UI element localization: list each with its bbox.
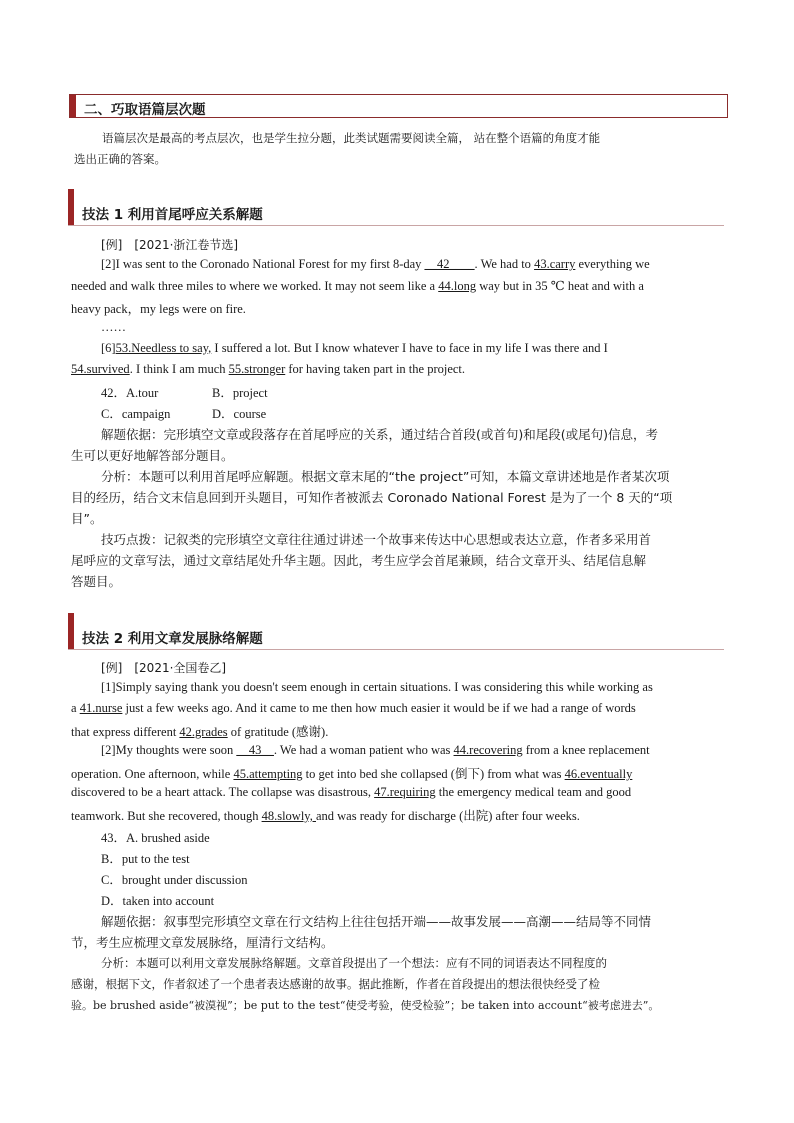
method-1-title: 技法 1 利用首尾呼应关系解题 [82, 207, 263, 223]
blank-55: 55.stronger [228, 362, 286, 376]
method-1-header [68, 189, 724, 226]
m2-analysis-line-2: 感谢，根据下文，作者叙述了一个患者表达感谢的故事。据此推断，作者在首段提出的想法很快经受了检 [71, 977, 600, 991]
m1-tip-line-3: 答题目。 [71, 574, 122, 589]
m1-tip-line-2: 尾呼应的文章写法，通过文章结尾处升华主题。因此，考生应学会首尾兼顾，结合文章开头、结尾信息解 [71, 553, 647, 568]
m1-para-line-5: 54.survived. I think I am much 55.stronger for having taken part in the project. [71, 362, 466, 376]
m2-para-line-3: that express different 42.grades of gratitude (感谢). [71, 725, 329, 739]
m2-para-line-6: discovered to be a heart attack. The collapse was disastrous, 47.requiring the emergency medical team and good [71, 785, 632, 799]
m2-option-b: B．put to the test [101, 852, 190, 866]
blank-53: 53.Needless to say, [115, 341, 212, 355]
m2-analysis-line-1: 分析：本题可以利用文章发展脉络解题。文章首段提出了一个想法：应有不同的词语表达不同程度的 [101, 956, 607, 970]
m1-analysis-line-2: 目的经历，结合文末信息回到开头题目，可知作者被派去 Coronado National Forest 是为了一个 8 天的“项 [71, 490, 673, 505]
blank-41: 41.nurse [79, 701, 123, 715]
m2-para-line-5: operation. One afternoon, while 45.attempting to get into bed she collapsed (倒下) from what was 46.eventually [71, 767, 633, 781]
section-header [69, 94, 728, 118]
blank-44-recovering: 44.recovering [453, 743, 523, 757]
m1-option-c: C．campaign [101, 407, 171, 421]
method-2-header [68, 613, 724, 650]
m2-option-c: C．brought under discussion [101, 873, 248, 887]
m1-para-line-1: [2]I was sent to the Coronado National Forest for my first 8-day __42____. We had to 43.carry everything we [101, 257, 650, 271]
blank-47: 47.requiring [374, 785, 436, 799]
m2-basis-line-1: 解题依据：叙事型完形填空文章在行文结构上往往包括开端——故事发展——高潮——结局等不同情 [101, 914, 652, 929]
m2-basis-line-2: 节，考生应梳理文章发展脉络，厘清行文结构。 [71, 935, 334, 950]
m2-option-d: D．taken into account [101, 894, 215, 908]
blank-42: __42____ [424, 257, 475, 271]
blank-54: 54.survived [71, 362, 130, 376]
m1-analysis-line-3: 目”。 [71, 511, 103, 526]
blank-45: 45.attempting [233, 767, 303, 781]
method-1-bar [68, 189, 74, 225]
m2-example-tag: [例] [2021·全国卷乙] [101, 661, 227, 675]
method-2-title: 技法 2 利用文章发展脉络解题 [82, 631, 263, 647]
m2-para-line-2: a 41.nurse just a few weeks ago. And it came to me then how much easier it would be if we had a range of words [71, 701, 636, 715]
m1-option-b: B．project [212, 386, 268, 400]
blank-46: 46.eventually [564, 767, 633, 781]
m1-option-a: 42．A.tour [101, 386, 159, 400]
m1-basis-line-2: 生可以更好地解答部分题目。 [71, 448, 234, 463]
section-header-bar [70, 95, 76, 117]
m2-para-line-1: [1]Simply saying thank you doesn't seem enough in certain situations. I was considering this while working as [101, 680, 653, 694]
intro-line-1: 语篇层次是最高的考点层次，也是学生拉分题，此类试题需要阅读全篇， 站在整个语篇的角度才能 [102, 131, 601, 145]
blank-43: 43.carry [534, 257, 576, 271]
blank-42-grades: 42.grades [179, 725, 228, 739]
m1-ellipsis: …… [101, 320, 126, 334]
m2-para-line-7: teamwork. But she recovered, though 48.slowly, and was ready for discharge (出院) after four weeks. [71, 809, 580, 823]
m1-tip-line-1: 技巧点拨：记叙类的完形填空文章往往通过讲述一个故事来传达中心思想或表达立意，作者多采用首 [101, 532, 652, 547]
m1-example-tag: [例] [2021·浙江卷节选] [101, 238, 239, 252]
intro-paragraph [74, 128, 734, 170]
blank-44: 44.long [438, 279, 477, 293]
m1-para-line-4: [6]53.Needless to say, I suffered a lot. But I know whatever I have to face in my life I was there and I [101, 341, 608, 355]
m1-para-line-3: heavy pack，my legs were on fire. [71, 302, 246, 316]
m1-option-d: D．course [212, 407, 267, 421]
m2-para-line-4: [2]My thoughts were soon __43__. We had a woman patient who was 44.recovering from a knee replacement [101, 743, 650, 757]
m1-basis-line-1: 解题依据：完形填空文章或段落存在首尾呼应的关系，通过结合首段(或首句)和尾段(或尾句)信息，考 [101, 427, 659, 442]
m2-analysis-line-3: 验。be brushed aside“被漠视”；be put to the test“使受考验，使受检验”；be taken into account“被考虑进去”。 [71, 999, 660, 1012]
method-2-bar [68, 613, 74, 649]
m1-analysis-line-1: 分析：本题可以利用首尾呼应解题。根据文章末尾的“the project”可知，本篇文章讲述地是作者某次项 [101, 469, 670, 484]
section-title: 二、巧取语篇层次题 [84, 102, 206, 118]
intro-line-2: 选出正确的答案。 [74, 152, 166, 166]
m2-option-a: 43．A. brushed aside [101, 831, 210, 845]
m1-para-line-2: needed and walk three miles to where we worked. It may not seem like a 44.long way but in 35 ℃ heat and with a [71, 279, 644, 293]
blank-43-soon: __43__ [236, 743, 274, 757]
blank-48: 48.slowly, [261, 809, 316, 823]
